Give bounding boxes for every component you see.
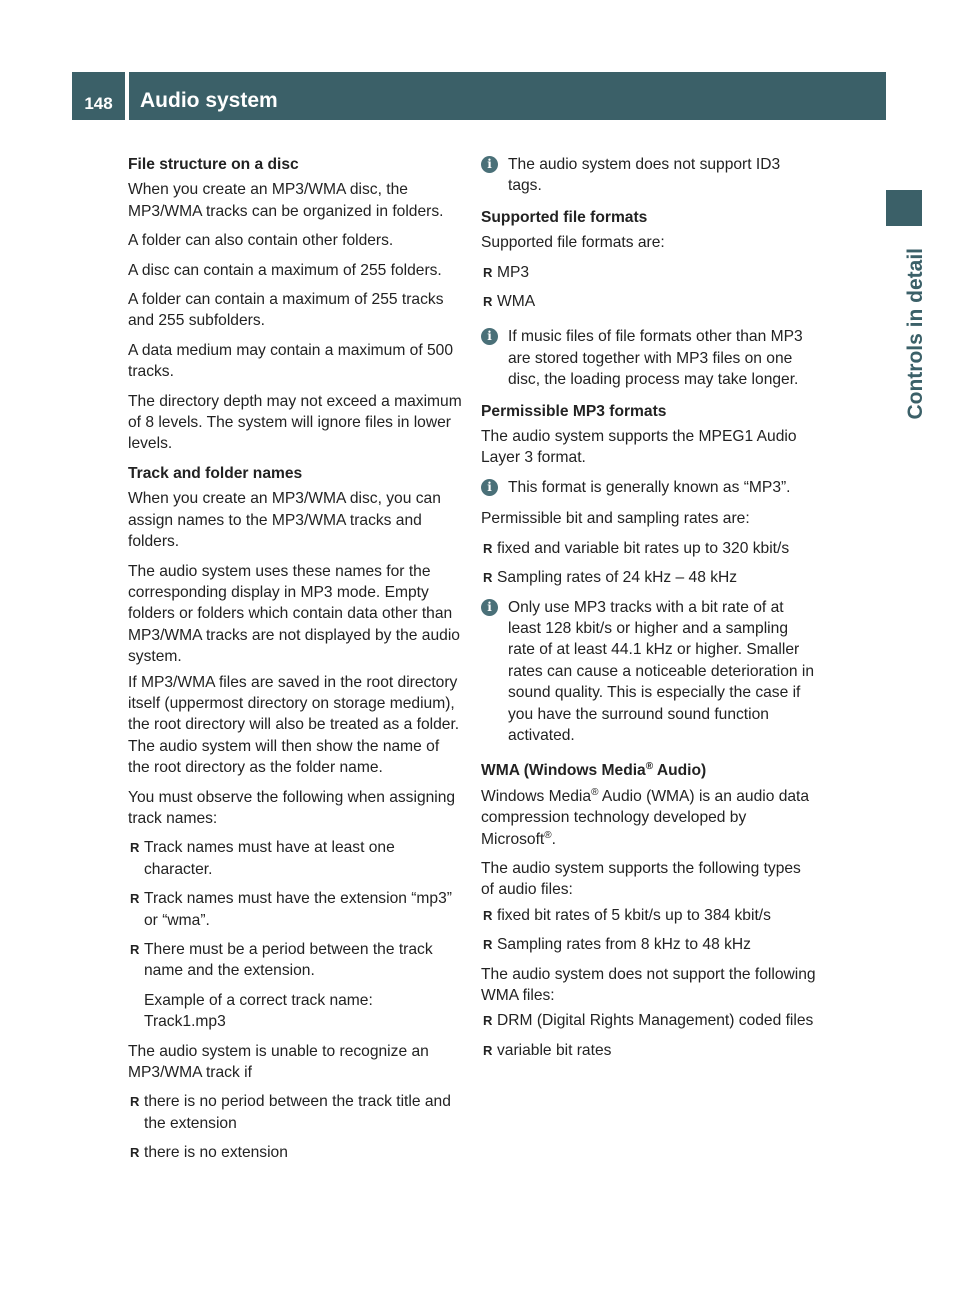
bullet-marker: R	[483, 937, 493, 953]
bullet-marker: R	[483, 294, 493, 310]
registered-mark: ®	[544, 829, 552, 841]
example-block	[128, 990, 464, 1033]
paragraph: Windows Media® Audio (WMA) is an audio data compression technology developed by Microsoft®.	[481, 786, 810, 848]
list-item: R Sampling rates from 8 kHz to 48 kHz	[481, 934, 817, 955]
info-note: i This format is generally known as “MP3”.	[481, 477, 817, 498]
paragraph: A disc can contain a maximum of 255 folders.	[128, 261, 442, 279]
info-note: i Only use MP3 tracks with a bit rate of at least 128 kbit/s or higher and a sampling rate of at least 44.1 kHz or higher. Smaller rates can cause a noticeable deterioration in sound quality. This is especially the case if you have the surround sound function activated.	[481, 597, 817, 747]
bullet-marker: R	[483, 1042, 493, 1058]
paragraph: The audio system uses these names for the corresponding display in MP3 mode. Empty folders or folders which contain data other than MP3/WMA tracks are not displayed by the audio system.	[128, 562, 460, 666]
paragraph: A data medium may contain a maximum of 500 tracks.	[128, 341, 454, 381]
heading-file-structure: File structure on a disc	[128, 156, 299, 173]
info-icon: i	[481, 479, 498, 496]
paragraph: A folder can also contain other folders.	[128, 232, 394, 250]
list-item: R WMA	[481, 291, 817, 312]
list-item: R fixed and variable bit rates up to 320 kbit/s	[481, 538, 817, 559]
right-column	[481, 154, 817, 1069]
heading-track-folder-names: Track and folder names	[128, 464, 303, 482]
page-title: Audio system	[140, 89, 278, 112]
info-note: i The audio system does not support ID3 tags.	[481, 154, 817, 197]
example-value: Track1.mp3	[144, 1013, 226, 1031]
section-side-label: Controls in detail	[904, 248, 927, 420]
header-divider	[125, 72, 129, 120]
bullet-marker: R	[130, 1094, 140, 1110]
bullet-marker: R	[483, 540, 493, 556]
page-number: 148	[84, 94, 113, 113]
paragraph: The audio system supports the following types of audio files:	[481, 859, 801, 899]
info-icon: i	[481, 328, 498, 345]
heading-mp3-formats: Permissible MP3 formats	[481, 402, 667, 420]
info-icon: i	[481, 156, 498, 173]
bullet-marker: R	[130, 891, 140, 907]
bullet-marker: R	[483, 264, 493, 280]
list-item: R DRM (Digital Rights Management) coded files	[481, 1010, 817, 1031]
list-item: R There must be a period between the track name and the extension.	[130, 941, 433, 980]
paragraph: When you create an MP3/WMA disc, the MP3/WMA tracks can be organized in folders.	[128, 181, 444, 220]
paragraph: Permissible bit and sampling rates are:	[481, 510, 750, 528]
bullet-marker: R	[483, 1013, 493, 1029]
side-tab-marker	[886, 190, 922, 226]
bullet-marker: R	[130, 840, 140, 856]
paragraph: The audio system is unable to recognize an MP3/WMA track if	[128, 1042, 429, 1082]
paragraph: The audio system does not support the following WMA files:	[481, 965, 816, 1004]
bullet-marker: R	[483, 570, 493, 586]
registered-mark: ®	[645, 761, 654, 773]
info-note: i If music files of file formats other than MP3 are stored together with MP3 files on one disc, the loading process may take longer.	[481, 326, 817, 390]
list-item: R Sampling rates of 24 kHz – 48 kHz	[481, 567, 817, 588]
list-item: R there is no extension	[128, 1142, 464, 1163]
registered-mark: ®	[591, 786, 599, 798]
paragraph: When you create an MP3/WMA disc, you can assign names to the MP3/WMA tracks and folders.	[128, 490, 441, 551]
bullet-marker: R	[483, 907, 493, 923]
bullet-marker: R	[130, 942, 140, 957]
example-label: Example of a correct track name:	[144, 991, 373, 1009]
list-item: R Track names must have at least one character.	[130, 839, 395, 878]
left-column	[128, 154, 464, 1172]
paragraph: You must observe the following when assigning track names:	[128, 788, 456, 827]
heading-wma: WMA (Windows Media® Audio)	[481, 761, 707, 780]
paragraph: Supported file formats are:	[481, 234, 665, 252]
info-icon: i	[481, 599, 498, 616]
list-item: R Track names must have the extension “mp3” or “wma”.	[130, 890, 452, 929]
list-item: R variable bit rates	[481, 1040, 817, 1061]
paragraph: The audio system supports the MPEG1 Audio Layer 3 format.	[481, 428, 797, 467]
heading-supported-formats: Supported file formats	[481, 208, 648, 226]
paragraph: A folder can contain a maximum of 255 tracks and 255 subfolders.	[128, 291, 444, 330]
list-item: R fixed bit rates of 5 kbit/s up to 384 kbit/s	[481, 905, 817, 926]
bullet-marker: R	[130, 1145, 140, 1161]
list-item: R MP3	[481, 262, 817, 283]
list-item: R there is no period between the track title and the extension	[130, 1093, 451, 1132]
paragraph: If MP3/WMA files are saved in the root directory itself (uppermost directory on storage medium), the root directory will also be treated as a folder. The audio system will then show the name of the root directory as the folder name.	[128, 673, 460, 777]
paragraph: The directory depth may not exceed a maximum of 8 levels. The system will ignore files in lower levels.	[128, 392, 462, 453]
